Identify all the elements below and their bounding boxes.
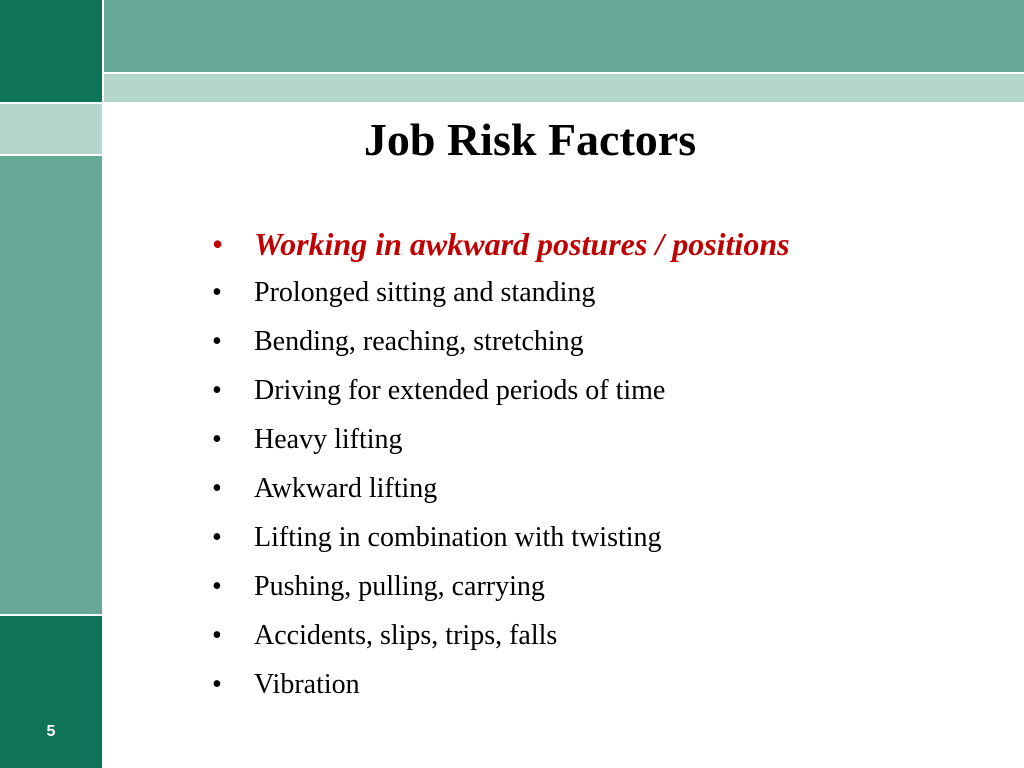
bullet-item <box>212 521 790 570</box>
slide-title: Job Risk Factors <box>363 114 697 165</box>
bullet-item <box>212 668 790 717</box>
bullet-item <box>212 374 790 423</box>
bullet-text: Driving for extended periods of time <box>254 375 666 406</box>
bullet-item <box>212 472 790 521</box>
bullet-marker: • <box>212 326 222 357</box>
bullet-marker: • <box>212 375 222 406</box>
bullet-text: Bending, reaching, stretching <box>254 326 584 357</box>
bullet-marker: • <box>212 669 222 700</box>
top-header-band <box>104 0 1024 72</box>
bullet-text: Pushing, pulling, carrying <box>254 571 545 602</box>
bullet-item <box>212 325 790 374</box>
bullet-text: Accidents, slips, trips, falls <box>254 620 558 651</box>
bullet-marker: • <box>212 226 224 262</box>
bullet-marker: • <box>212 473 222 504</box>
bullet-item-emphasis <box>212 222 790 276</box>
left-column-middle-block <box>0 156 102 614</box>
bullet-text: Prolonged sitting and standing <box>254 277 596 308</box>
left-column-light-block <box>0 104 102 154</box>
bullet-text: Heavy lifting <box>254 424 403 455</box>
bullet-text: Vibration <box>254 669 360 700</box>
bullet-marker: • <box>212 277 222 308</box>
bullet-marker: • <box>212 620 222 651</box>
bullet-text: Awkward lifting <box>254 473 438 504</box>
bullet-text: Working in awkward postures / positions <box>254 226 790 262</box>
left-column-bottom-block <box>0 616 102 768</box>
top-header-light-stripe <box>104 74 1024 102</box>
bullet-item <box>212 570 790 619</box>
bullet-item <box>212 619 790 668</box>
bullet-item <box>212 276 790 325</box>
bullet-marker: • <box>212 571 222 602</box>
bullet-item <box>212 423 790 472</box>
bullet-text: Lifting in combination with twisting <box>254 522 662 553</box>
left-column-top-block <box>0 0 102 102</box>
page-number: 5 <box>46 723 56 740</box>
bullet-list <box>212 222 790 717</box>
bullet-marker: • <box>212 522 222 553</box>
bullet-marker: • <box>212 424 222 455</box>
